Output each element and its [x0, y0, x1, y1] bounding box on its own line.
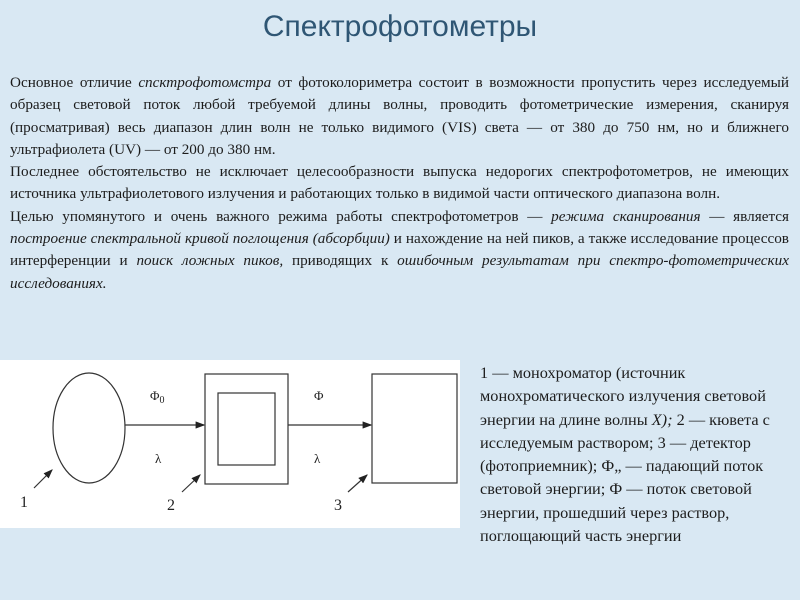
pointer-arrow-3: [348, 475, 367, 492]
monochromator-circle: [53, 373, 125, 483]
lambda-label-1: λ: [155, 451, 162, 466]
emphasis: спсктрофотомстра: [138, 74, 272, 91]
emphasis: ошибочным результатам при спектро-фотометрических исследованиях.: [10, 252, 789, 292]
text: приводящих к: [283, 252, 398, 270]
cuvette-inner-box: [218, 393, 275, 465]
emphasis: Х);: [651, 409, 673, 429]
paragraph-1: [10, 72, 789, 161]
paragraph-2: Последнее обстоятельство не исключает целесообразности выпуска недорогих спектрофотометров, не имеющих источника ультрафиолетового излучения и работающих только в видимой части оптического диапазона волн.: [10, 163, 789, 203]
text: Основное отличие: [10, 74, 139, 91]
label-2: 2: [167, 497, 175, 514]
text: Целью упомянутого и очень важного режима работы спектрофотометров —: [10, 207, 552, 225]
emphasis: режима сканирования: [551, 207, 701, 225]
slide-title: Спектрофотометры: [262, 10, 538, 43]
body-text: [10, 72, 789, 295]
phi-label: Φ: [314, 388, 324, 403]
text: 1 — монохроматор (источник монохроматического излучения световой энергии на длине волны: [480, 363, 766, 429]
spectrophotometer-diagram: [0, 360, 460, 528]
text: 2 — кювета с исследуемым раствором; 3 — детектор (фотоприемник); Ф„ — падающий поток световой энергии; Ф — поток световой энергии, прошедший через раствор, поглощающий часть энергии: [480, 409, 770, 546]
text: — является: [700, 207, 789, 225]
text: и нахождение на ней пиков, а также исследование процессов интерференции и: [10, 230, 789, 270]
emphasis: поиск ложных пиков,: [136, 252, 284, 270]
text: от фотоколориметра состоит в возможности пропустить через исследуемый образец световой поток любой требуемой длины волны, проводить фотометрические измерения, сканируя (просматривая) весь диапазон длин волн не только видимого (VIS) света — от 380 до 750 нм, но и ближнего ультрафиолета (UV) — от 200 до 380 нм.: [10, 74, 789, 158]
label-3: 3: [334, 497, 342, 514]
pointer-arrow-2: [182, 475, 200, 492]
diagram-caption: [480, 361, 785, 547]
label-1: 1: [20, 494, 28, 511]
detector-box: [372, 374, 457, 483]
emphasis: построение спектральной кривой поглощения (абсорбции): [10, 230, 390, 248]
phi0-label: $\Phi_0$: [150, 388, 165, 406]
pointer-arrow-1: [34, 470, 52, 488]
paragraph-3: [10, 206, 789, 295]
lambda-label-2: λ: [314, 451, 321, 466]
